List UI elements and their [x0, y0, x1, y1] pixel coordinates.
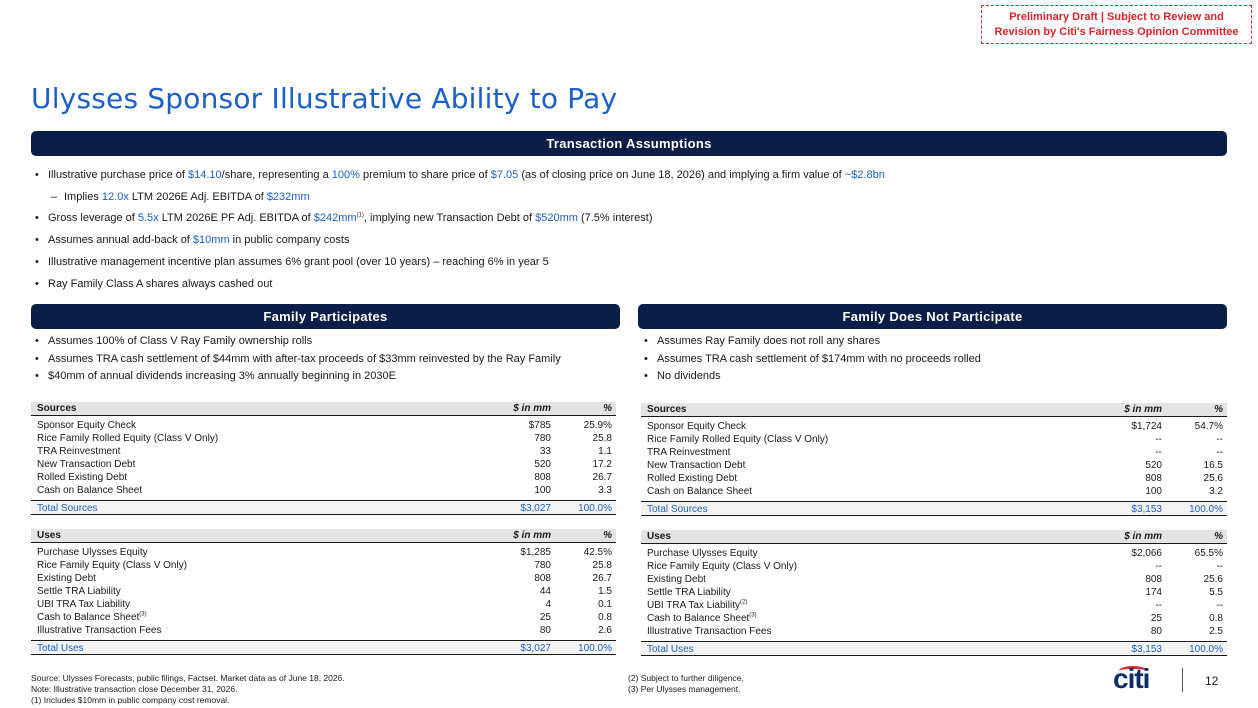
table-row: Rice Family Rolled Equity (Class V Only) -- --: [647, 434, 1223, 445]
list-item: • Assumes TRA cash settlement of $44mm with after-tax proceeds of $33mm reinvested by the Ray Family: [31, 351, 561, 369]
table-row: Rolled Existing Debt 808 25.6: [647, 473, 1223, 484]
table-row: TRA Reinvestment 33 1.1: [37, 446, 612, 457]
table-total-row: Total Uses $3,153 100.0%: [641, 641, 1227, 656]
transaction-bullets: [31, 165, 885, 295]
footnote-2: (2) Subject to further diligence.: [628, 673, 744, 683]
table-row: Illustrative Transaction Fees 80 2.5: [647, 626, 1223, 637]
draft-notice-line2: Revision by Citi's Fairness Opinion Committee: [994, 26, 1239, 38]
left-uses-table: [31, 529, 616, 655]
table-row: UBI TRA Tax Liability 4 0.1: [37, 599, 612, 610]
table-total-row: Total Uses $3,027 100.0%: [31, 640, 616, 655]
table-header: Sources $ in mm %: [31, 402, 616, 416]
list-item: • Assumes 100% of Class V Ray Family ownership rolls: [31, 333, 561, 351]
footer-divider: [1182, 668, 1183, 692]
footnotes-left: [31, 673, 345, 706]
transaction-bullet-4: • Illustrative management incentive plan assumes 6% grant pool (over 10 years) – reaching 6% in year 5: [31, 252, 885, 274]
page-title: Ulysses Sponsor Illustrative Ability to Pay: [31, 82, 618, 115]
footnote-1: (1) Includes $10mm in public company cost removal.: [31, 695, 230, 705]
list-item: • Assumes Ray Family does not roll any shares: [640, 333, 981, 351]
table-row: Purchase Ulysses Equity $1,285 42.5%: [37, 547, 612, 558]
table-row: Cash to Balance Sheet$^{(3)}$ 25 0.8: [647, 612, 1223, 624]
table-total-row: Total Sources $3,027 100.0%: [31, 500, 616, 515]
table-row: Cash to Balance Sheet$^{(3)}$ 25 0.8: [37, 611, 612, 623]
footnote-source: Source: Ulysses Forecasts, public filings, Factset. Market data as of June 18, 2026.: [31, 673, 345, 683]
table-row: Rolled Existing Debt 808 26.7: [37, 472, 612, 483]
transaction-bullet-1: • Illustrative purchase price of $14.10/share, representing a 100% premium to share price of $7.05 (as of closing price on June 18, 2026) and implying a firm value of ~$2.8bn: [31, 165, 885, 187]
left-sources-table: [31, 402, 616, 515]
table-row: Illustrative Transaction Fees 80 2.6: [37, 625, 612, 636]
transaction-assumptions-header: Transaction Assumptions: [31, 131, 1227, 156]
citi-logo: citi: [1113, 663, 1150, 694]
list-item: • $40mm of annual dividends increasing 3% annually beginning in 2030E: [31, 368, 561, 386]
table-header: Sources $ in mm %: [641, 403, 1227, 417]
table-row: Existing Debt 808 26.7: [37, 573, 612, 584]
family-participates-bullets: [31, 333, 561, 386]
family-participates-header: Family Participates: [31, 304, 620, 329]
footnote-note: Note: Illustrative transaction close December 31, 2026.: [31, 684, 238, 694]
transaction-bullet-2: • Gross leverage of 5.5x LTM 2026E PF Adj. EBITDA of $\$242mm^{(1)}$, implying new Transaction Debt of $520mm (7.5% interest): [31, 208, 885, 230]
list-item: • Assumes TRA cash settlement of $174mm with no proceeds rolled: [640, 351, 981, 369]
table-row: Settle TRA Liability 44 1.5: [37, 586, 612, 597]
right-uses-table: [641, 530, 1227, 656]
table-row: New Transaction Debt 520 17.2: [37, 459, 612, 470]
table-row: Rice Family Rolled Equity (Class V Only) 780 25.8: [37, 433, 612, 444]
right-sources-table: [641, 403, 1227, 516]
table-row: Rice Family Equity (Class V Only) -- --: [647, 561, 1223, 572]
family-does-not-participate-header: Family Does Not Participate: [638, 304, 1227, 329]
table-row: Rice Family Equity (Class V Only) 780 25.8: [37, 560, 612, 571]
draft-notice: [981, 5, 1252, 44]
family-does-not-participate-bullets: [640, 333, 981, 386]
table-row: Sponsor Equity Check $1,724 54.7%: [647, 421, 1223, 432]
table-total-row: Total Sources $3,153 100.0%: [641, 501, 1227, 516]
footnote-3: (3) Per Ulysses management.: [628, 684, 741, 694]
table-row: Existing Debt 808 25.6: [647, 574, 1223, 585]
table-row: Cash on Balance Sheet 100 3.2: [647, 486, 1223, 497]
table-header: Uses $ in mm %: [31, 529, 616, 543]
table-row: TRA Reinvestment -- --: [647, 447, 1223, 458]
page-number: 12: [1205, 674, 1219, 688]
list-item: • No dividends: [640, 368, 981, 386]
table-row: UBI TRA Tax Liability$^{(2)}$ -- --: [647, 599, 1223, 611]
table-header: Uses $ in mm %: [641, 530, 1227, 544]
draft-notice-line1: Preliminary Draft | Subject to Review and: [1009, 11, 1224, 23]
table-row: Cash on Balance Sheet 100 3.3: [37, 485, 612, 496]
table-row: Purchase Ulysses Equity $2,066 65.5%: [647, 548, 1223, 559]
footnotes-right: [628, 673, 744, 695]
transaction-bullet-3: • Assumes annual add-back of $10mm in public company costs: [31, 230, 885, 252]
table-row: New Transaction Debt 520 16.5: [647, 460, 1223, 471]
table-row: Settle TRA Liability 174 5.5: [647, 587, 1223, 598]
table-row: Sponsor Equity Check $785 25.9%: [37, 420, 612, 431]
transaction-bullet-5: • Ray Family Class A shares always cashed out: [31, 274, 885, 296]
transaction-sub-bullet: – Implies 12.0x LTM 2026E Adj. EBITDA of $232mm: [31, 187, 885, 209]
